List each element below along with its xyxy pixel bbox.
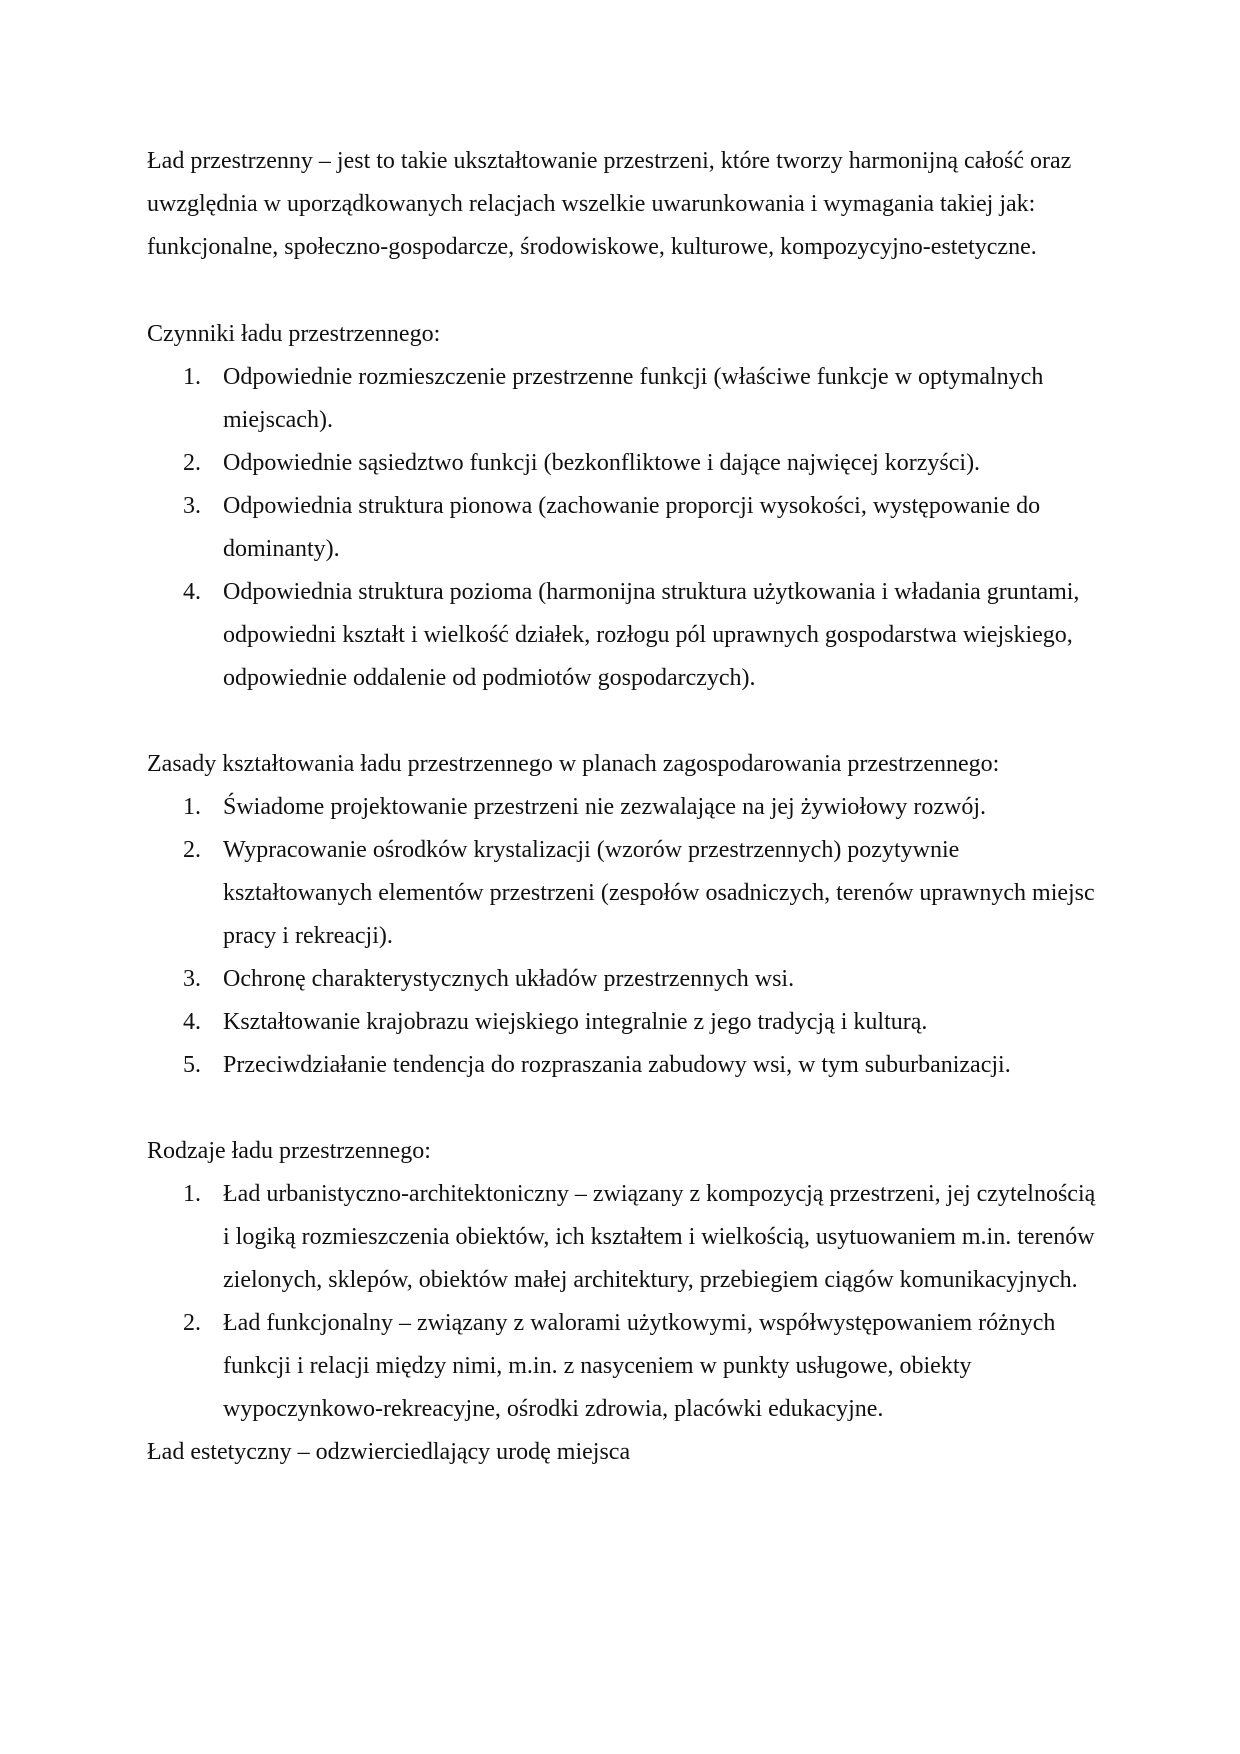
types-list (147, 1173, 1097, 1431)
list-item-text: Odpowiednie rozmieszczenie przestrzenne funkcji (właściwe funkcje w optymalnych miejscach). (223, 364, 1044, 433)
list-number: 2. (183, 450, 201, 476)
list-item (147, 1001, 1097, 1044)
intro-section (147, 140, 1097, 269)
list-item-text: Wypracowanie ośrodków krystalizacji (wzorów przestrzennych) pozytywnie kształtowanych elementów przestrzeni (zespołów osadniczych, terenów uprawnych miejsc pracy i rekreacji). (223, 837, 1095, 949)
list-item (147, 356, 1097, 442)
list-item-text: Kształtowanie krajobrazu wiejskiego integralnie z jego tradycją i kulturą. (223, 1009, 928, 1035)
list-number: 1. (183, 1181, 201, 1207)
list-item (147, 1173, 1097, 1302)
list-number: 2. (183, 837, 201, 863)
list-number: 3. (183, 966, 201, 992)
types-heading: Rodzaje ładu przestrzennego: (147, 1138, 431, 1164)
list-item (147, 442, 1097, 485)
principles-heading: Zasady kształtowania ładu przestrzennego w planach zagospodarowania przestrzennego: (147, 751, 1000, 777)
document-body (147, 140, 1097, 1474)
list-item (147, 485, 1097, 571)
list-number: 1. (183, 794, 201, 820)
list-item-text: Odpowiednia struktura pozioma (harmonijna struktura użytkowania i władania gruntami, odpowiedni kształt i wielkość działek, rozłogu pól uprawnych gospodarstwa wiejskiego, odpowiednie oddalenie od podmiotów gospodarczych). (223, 579, 1080, 691)
list-item-text: Ład urbanistyczno-architektoniczny – związany z kompozycją przestrzeni, jej czytelnością i logiką rozmieszczenia obiektów, ich kształtem i wielkością, usytuowaniem m.in. terenów zielonych, sklepów, obiektów małej architektury, przebiegiem ciągów komunikacyjnych. (223, 1181, 1096, 1293)
list-number: 4. (183, 579, 201, 605)
factors-heading: Czynniki ładu przestrzennego: (147, 321, 441, 347)
principles-list (147, 786, 1097, 1087)
intro-paragraph: Ład przestrzenny – jest to takie ukształtowanie przestrzeni, które tworzy harmonijną całość oraz uwzględnia w uporządkowanych relacjach wszelkie uwarunkowania i wymagania takiej jak: funkcjonalne, społeczno-gospodarcze, środowiskowe, kulturowe, kompozycyjno-estetyczne. (147, 148, 1072, 260)
list-item (147, 958, 1097, 1001)
list-item-text: Ład funkcjonalny – związany z walorami użytkowymi, współwystępowaniem różnych funkcji i relacji między nimi, m.in. z nasyceniem w punkty usługowe, obiekty wypoczynkowo-rekreacyjne, ośrodki zdrowia, placówki edukacyjne. (223, 1310, 1056, 1422)
list-item-text: Odpowiednie sąsiedztwo funkcji (bezkonfliktowe i dające najwięcej korzyści). (223, 450, 981, 476)
factors-section (147, 313, 1097, 700)
list-number: 1. (183, 364, 201, 390)
list-number: 2. (183, 1310, 201, 1336)
list-item (147, 1044, 1097, 1087)
list-item-text: Odpowiednia struktura pionowa (zachowanie proporcji wysokości, występowanie do dominanty). (223, 493, 1041, 562)
list-item (147, 571, 1097, 700)
list-number: 5. (183, 1052, 201, 1078)
list-item-text: Przeciwdziałanie tendencja do rozpraszania zabudowy wsi, w tym suburbanizacji. (223, 1052, 1011, 1078)
list-item (147, 786, 1097, 829)
list-number: 3. (183, 493, 201, 519)
list-item-text: Ochronę charakterystycznych układów przestrzennych wsi. (223, 966, 795, 992)
principles-section (147, 743, 1097, 1087)
factors-list (147, 356, 1097, 700)
closing-line: Ład estetyczny – odzwierciedlający urodę miejsca (147, 1439, 631, 1465)
list-item-text: Świadome projektowanie przestrzeni nie zezwalające na jej żywiołowy rozwój. (223, 794, 987, 820)
list-item (147, 1302, 1097, 1431)
list-item (147, 829, 1097, 958)
list-number: 4. (183, 1009, 201, 1035)
types-section (147, 1130, 1097, 1474)
